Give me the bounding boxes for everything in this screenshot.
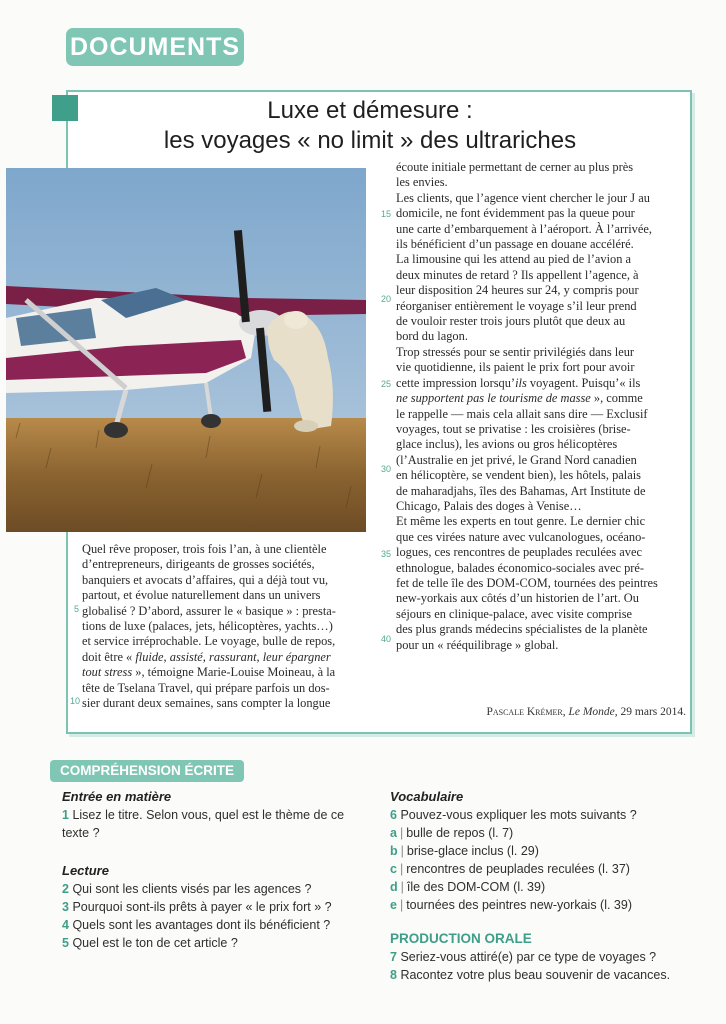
production-heading: PRODUCTION ORALE	[390, 931, 532, 946]
article-line: Et même les experts en tout genre. Le dernier chic	[396, 514, 646, 529]
question-text: Quel est le ton de cet article ?	[72, 936, 238, 950]
question-text: Pourquoi sont-ils prêts à payer « le prix fort » ?	[72, 900, 332, 914]
vocab-text: tournées des peintres new-yorkais (l. 39)	[406, 898, 633, 912]
article-line: Chicago, Palais des doges à Venise…	[396, 498, 582, 513]
article-line: doit être « fluide, assisté, rassurant, leur épargner	[82, 649, 331, 664]
article-line: que ces virées nature avec vulcanologues, océano-	[396, 529, 646, 544]
article-line: pour un « rééquilibrage » global.	[396, 637, 559, 652]
lecture-section	[62, 862, 382, 952]
article-line: ne supportent pas le tourisme de masse », comme	[396, 391, 643, 406]
title-line-2: les voyages « no limit » des ultrariches	[163, 127, 577, 154]
question-number: 5	[62, 936, 69, 950]
line-number: 5	[74, 604, 80, 614]
article-line: de vouloir rester trois jours plutôt que deux au	[396, 314, 626, 329]
article-line: domicile, ne font évidemment pas la queue pour	[396, 206, 635, 221]
vocab-item	[390, 860, 710, 878]
question-number: 6	[390, 808, 397, 822]
question-item	[390, 966, 710, 984]
comprehension-badge: COMPRÉHENSION ÉCRITE	[50, 760, 244, 782]
vocab-item	[390, 878, 710, 896]
article-title	[110, 96, 630, 156]
question-text: Quels sont les avantages dont ils bénéficient ?	[72, 918, 331, 932]
article-line: cette impression lorsqu’ils voyagent. Puisqu’« ils	[396, 375, 641, 390]
question-text: Racontez votre plus beau souvenir de vacances.	[400, 968, 671, 982]
vocab-item	[390, 842, 710, 860]
article-line: glace inclus), les avions ou gros hélicoptères	[396, 437, 618, 452]
question-item	[62, 898, 382, 916]
line-number: 10	[70, 696, 81, 706]
article-line: leur disposition 24 heures sur 24, y compris pour	[396, 283, 639, 298]
article-line: logues, ces rencontres de peuplades reculées avec	[396, 545, 642, 560]
question-item	[62, 880, 382, 898]
vocab-letter: e	[390, 898, 397, 912]
article-line: écoute initiale permettant de cerner au plus près	[396, 160, 634, 174]
article-line: tions de luxe (palaces, jets, hélicoptères, yachts…)	[82, 619, 333, 634]
photo-plane-polar-bear	[6, 168, 366, 532]
article-line: Quel rêve proposer, trois fois l’an, à une clientèle	[82, 542, 327, 556]
question-number: 4	[62, 918, 69, 932]
article-line: voyages, tout se privatise : les croisières (brise-	[396, 421, 631, 436]
article-line: banquiers et avocats d’affaires, qui a déjà tout vu,	[82, 572, 329, 587]
question-number: 1	[62, 808, 69, 822]
article-line: les envies.	[396, 175, 448, 190]
article-line: bord du lagon.	[396, 329, 468, 344]
line-number: 25	[381, 379, 392, 389]
question-number: 7	[390, 950, 397, 964]
question-1	[62, 806, 372, 824]
article-line: d’entrepreneurs, dirigeants de grosses sociétés,	[82, 557, 315, 572]
article-author	[486, 706, 686, 718]
question-text: Qui sont les clients visés par les agences ?	[72, 882, 312, 896]
article-line: (l’Australie en jet privé, le Grand Nord canadien	[396, 452, 637, 467]
article-line: La limousine qui les attend au pied de l’avion a	[396, 252, 632, 267]
article-line: Les clients, que l’agence vient chercher le jour J au	[396, 190, 650, 205]
article-line: vie quotidienne, ils paient le prix fort pour avoir	[396, 360, 635, 375]
question-number: 8	[390, 968, 397, 982]
line-number: 15	[381, 209, 392, 219]
question-number: 3	[62, 900, 69, 914]
question-text: Lisez le titre. Selon vous, quel est le thème de ce	[72, 808, 345, 822]
vocab-item	[390, 896, 710, 914]
article-line: réorganiser entièrement le voyage s’il leur prend	[396, 298, 637, 313]
question-item	[390, 948, 710, 966]
vocab-item	[390, 824, 710, 842]
article-line: sier durant deux semaines, sans compter la longue	[82, 696, 331, 711]
vocab-letter: d	[390, 880, 398, 894]
vocab-letter: c	[390, 862, 397, 876]
article-line: ils bénéficient d’un passage en douane accéléré.	[396, 237, 634, 252]
separator-bar: |	[400, 844, 404, 858]
article-line: une carte d’embarquement à l’aéroport. À l’arrivée,	[396, 221, 652, 236]
separator-bar: |	[399, 862, 404, 876]
line-number: 20	[381, 294, 392, 304]
vocab-letter: a	[390, 826, 397, 840]
entree-section	[62, 788, 372, 842]
article-line: ethnologue, balades économico-sociales avec pré-	[396, 560, 645, 575]
article-line: de maharadjahs, îles des Bahamas, Art Institute de	[396, 483, 646, 498]
vocab-text: brise-glace inclus (l. 29)	[406, 844, 539, 858]
article-line: deux minutes de retard ? Ils appellent l’agence, à	[396, 267, 639, 282]
question-6	[390, 806, 710, 824]
vocabulaire-section	[390, 788, 710, 914]
question-number: 2	[62, 882, 69, 896]
author-name: Pascale Krémer	[486, 706, 563, 718]
vocab-text: rencontres de peuplades reculées (l. 37)	[406, 862, 630, 876]
vocab-letter: b	[390, 844, 398, 858]
separator-bar: |	[400, 880, 404, 894]
article-line: et service irréprochable. Le voyage, bulle de repos,	[82, 634, 336, 649]
article-line: new-yorkais aux côtés d’un historien de l’art. Ou	[396, 591, 639, 606]
line-number: 30	[381, 464, 392, 474]
article-right-column	[396, 160, 686, 653]
article-line: en hélicoptère, se vendent bien), les hôtels, palais	[396, 468, 641, 483]
vocabulaire-heading: Vocabulaire	[390, 789, 464, 804]
separator-bar: |	[399, 826, 404, 840]
article-line: tout stress », témoigne Marie-Louise Moineau, à la	[82, 665, 336, 680]
article-line: des plus grands médecins spécialistes de la planète	[396, 622, 648, 637]
line-number: 40	[381, 634, 392, 644]
vocab-text: île des DOM-COM (l. 39)	[406, 880, 546, 894]
title-line-1: Luxe et démesure :	[267, 97, 473, 124]
production-section	[390, 930, 710, 984]
question-text: Pouvez-vous expliquer les mots suivants ?	[400, 808, 637, 822]
article-line: le rappelle — mais cela allait sans dire — Exclusif	[396, 406, 648, 421]
question-item	[62, 934, 382, 952]
lecture-heading: Lecture	[62, 863, 109, 878]
question-item	[62, 916, 382, 934]
section-badge: DOCUMENTS	[66, 28, 244, 66]
article-left-column	[82, 542, 374, 711]
author-source: , Le Monde, 29 mars 2014.	[562, 706, 686, 718]
article-line: fet de telle île des DOM-COM, tournées des peintres	[396, 575, 658, 590]
corner-decoration	[52, 95, 78, 121]
article-line: partout, et évolue naturellement dans un univers	[82, 588, 321, 603]
entree-heading: Entrée en matière	[62, 789, 172, 804]
article-line: séjours en clinique-palace, avec visite comprise	[396, 606, 633, 621]
article-line: Trop stressés pour se sentir privilégiés dans leur	[396, 344, 635, 359]
article-line: tête de Tselana Travel, qui prépare parfois un dos-	[82, 680, 330, 695]
line-number: 35	[381, 549, 392, 559]
question-text: Seriez-vous attiré(e) par ce type de voyages ?	[400, 950, 657, 964]
article-line: globalisé ? D’abord, assurer le « basique » : presta-	[82, 603, 336, 618]
separator-bar: |	[399, 898, 404, 912]
question-1-continued: texte ?	[62, 826, 100, 840]
vocab-text: bulle de repos (l. 7)	[406, 826, 514, 840]
